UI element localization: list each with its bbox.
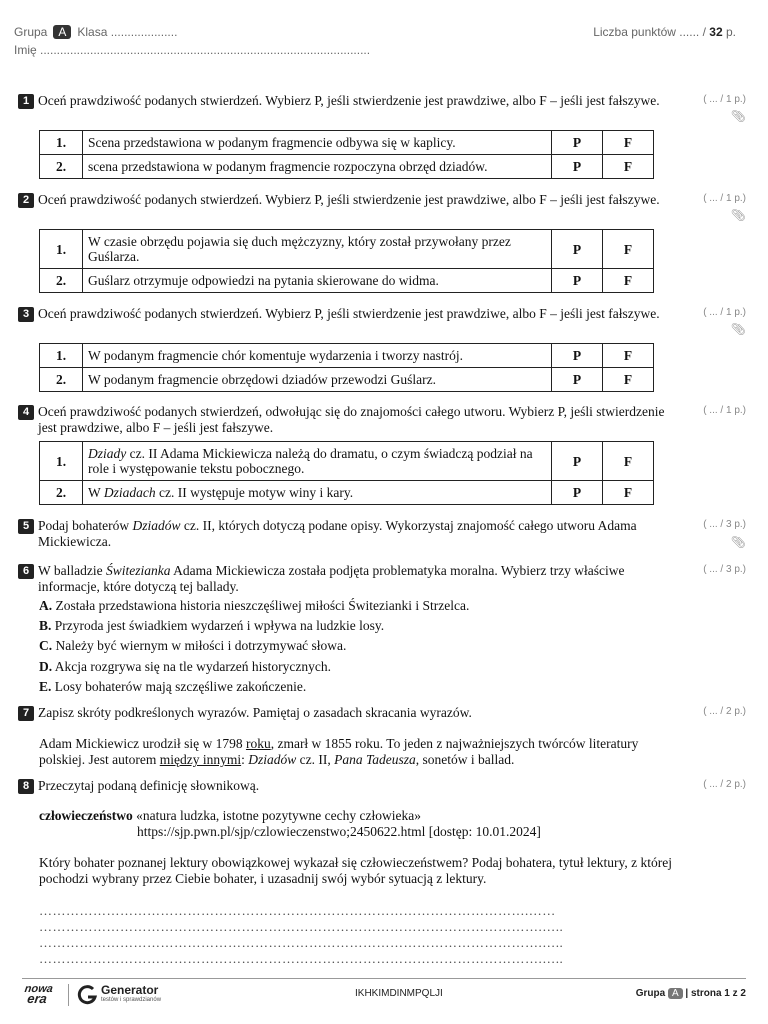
grupa-badge: A — [53, 25, 71, 39]
question-3 — [18, 306, 678, 322]
brand-line-2: era — [26, 991, 48, 1006]
row-number: 2. — [40, 481, 83, 505]
paperclip-icon[interactable]: 📎︎ — [730, 208, 746, 222]
option-letter: A. — [39, 598, 53, 613]
question-1 — [18, 93, 678, 109]
question-7 — [18, 705, 678, 721]
paperclip-icon[interactable]: 📎︎ — [730, 109, 746, 123]
option-text: Została przedstawiona historia nieszczęśliwej miłości Świtezianki i Strzelca. — [55, 598, 470, 613]
option-f[interactable]: F — [603, 481, 654, 505]
page-indicator — [636, 988, 746, 999]
brand-line-1: nowa — [23, 983, 54, 995]
option-letter: B. — [39, 618, 52, 633]
table-row — [40, 368, 654, 392]
option-f[interactable]: F — [603, 368, 654, 392]
question-text: Przeczytaj podaną definicję słownikową. — [38, 778, 260, 793]
option-d[interactable] — [39, 659, 331, 675]
header-grupa — [14, 25, 177, 39]
statement-pre: W — [88, 485, 104, 500]
answer-line[interactable]: ……………………………………………………………………………………………….…… — [39, 903, 556, 918]
table-row — [40, 269, 654, 293]
option-f[interactable]: F — [603, 344, 654, 368]
option-p[interactable]: P — [552, 368, 603, 392]
option-p[interactable]: P — [552, 344, 603, 368]
row-number: 1. — [40, 344, 83, 368]
points-q5: ( ... / 3 p.) — [703, 519, 746, 530]
definition-term: człowieczeństwo — [39, 808, 133, 823]
imie-field[interactable]: Imię ................................................................................................... — [14, 43, 371, 57]
question-text: Oceń prawdziwość podanych stwierdzeń. Wybierz P, jeśli stwierdzenie jest prawdziwe, albo F – jeśli jest fałszywe. — [38, 192, 660, 207]
option-f[interactable]: F — [603, 442, 654, 481]
option-e[interactable] — [39, 679, 306, 695]
points-q3: ( ... / 1 p.) — [703, 307, 746, 318]
option-p[interactable]: P — [552, 269, 603, 293]
question-number: 5 — [18, 519, 34, 534]
option-p[interactable]: P — [552, 481, 603, 505]
title-italic: Dziadów — [132, 518, 181, 533]
points-q1: ( ... / 1 p.) — [703, 94, 746, 105]
question-number: 7 — [18, 706, 34, 721]
row-statement — [83, 442, 552, 481]
text-rest: cz. II, których dotyczą podane opisy. Wykorzystaj znajomość całego utworu Adama Mickiewicza. — [38, 518, 637, 549]
underlined-word: między innymi — [159, 752, 242, 767]
row-statement — [83, 481, 552, 505]
passage-part: cz. II, — [296, 752, 335, 767]
table-row — [40, 131, 654, 155]
total-points — [593, 25, 736, 39]
row-statement: W podanym fragmencie chór komentuje wydarzenia i tworzy nastrój. — [83, 344, 552, 368]
points-q6: ( ... / 3 p.) — [703, 564, 746, 575]
statement-rest: cz. II występuje motyw winy i kary. — [155, 485, 354, 500]
footer-grupa-label: Grupa — [635, 988, 666, 999]
option-c[interactable] — [39, 638, 346, 654]
option-f[interactable]: F — [603, 155, 654, 179]
table-row — [40, 230, 654, 269]
question-number: 8 — [18, 779, 34, 794]
table-row — [40, 481, 654, 505]
question-8 — [18, 778, 678, 794]
option-f[interactable]: F — [603, 230, 654, 269]
row-statement: W podanym fragmencie obrzędowi dziadów przewodzi Guślarz. — [83, 368, 552, 392]
table-row — [40, 155, 654, 179]
tf-table-q4 — [39, 441, 654, 505]
definition-text: «natura ludzka, istotne pozytywne cechy człowieka» — [132, 808, 421, 823]
row-number: 2. — [40, 269, 83, 293]
generator-icon — [76, 984, 98, 1006]
paperclip-icon[interactable]: 📎︎ — [730, 322, 746, 336]
question-number: 1 — [18, 94, 34, 109]
row-number: 2. — [40, 368, 83, 392]
question-text: Oceń prawdziwość podanych stwierdzeń. Wybierz P, jeśli stwierdzenie jest prawdziwe, albo F – jeśli jest fałszywe. — [38, 93, 660, 108]
answer-line[interactable]: ………………………………………………………………………………………………….….. — [39, 951, 564, 966]
question-2 — [18, 192, 678, 208]
question-text: Oceń prawdziwość podanych stwierdzeń. Wybierz P, jeśli stwierdzenie jest prawdziwe, albo F – jeśli jest fałszywe. — [38, 306, 660, 321]
points-q8: ( ... / 2 p.) — [703, 779, 746, 790]
option-p[interactable]: P — [552, 442, 603, 481]
answer-line[interactable]: ………………………………………………………………………………………………….….. — [39, 935, 564, 950]
passage-part: Adam Mickiewicz urodził się w 1798 — [39, 736, 246, 751]
points-q4: ( ... / 1 p.) — [703, 405, 746, 416]
title-italic: Świtezianka — [105, 563, 171, 578]
klasa-label: Klasa .................... — [77, 25, 178, 39]
row-statement: Guślarz otrzymuje odpowiedzi na pytania skierowane do widma. — [83, 269, 552, 293]
option-p[interactable]: P — [552, 131, 603, 155]
row-statement: scena przedstawiona w podanym fragmencie rozpoczyna obrzęd dziadów. — [83, 155, 552, 179]
question-6 — [18, 563, 678, 594]
tf-table-q1 — [39, 130, 654, 179]
definition-source: https://sjp.pwn.pl/sjp/czlowieczenstwo;2450622.html [dostęp: 10.01.2024] — [137, 824, 541, 839]
option-f[interactable]: F — [603, 131, 654, 155]
table-row — [40, 344, 654, 368]
q7-passage — [39, 736, 679, 768]
option-f[interactable]: F — [603, 269, 654, 293]
row-number: 1. — [40, 230, 83, 269]
option-letter: D. — [39, 659, 53, 674]
points-label: Liczba punktów ...... / — [593, 25, 706, 39]
question-number: 2 — [18, 193, 34, 208]
question-text — [38, 563, 678, 594]
passage-part: , sonetów i ballad. — [415, 752, 515, 767]
tf-table-q2 — [39, 229, 654, 293]
underlined-word: roku — [245, 736, 271, 751]
footer-divider — [22, 978, 746, 979]
row-statement: W czasie obrzędu pojawia się duch mężczyzny, który został przywołany przez Guślarza. — [83, 230, 552, 269]
title-italic: Dziadów — [248, 752, 297, 767]
question-number: 3 — [18, 307, 34, 322]
footer-grupa-badge: A — [668, 988, 683, 999]
option-p[interactable]: P — [552, 155, 603, 179]
question-text: Zapisz skróty podkreślonych wyrazów. Pamiętaj o zasadach skracania wyrazów. — [38, 705, 472, 720]
question-4 — [18, 404, 678, 435]
definition — [39, 808, 679, 824]
option-letter: C. — [39, 638, 53, 653]
title-italic: Dziady — [88, 446, 127, 461]
option-text: Akcja rozgrywa się na tle wydarzeń historycznych. — [54, 659, 332, 674]
text-rest: Adama Mickiewicza została podjęta problematyka moralna. Wybierz trzy właściwe informacje, które dotyczą tej ballady. — [38, 563, 625, 594]
row-number: 1. — [40, 131, 83, 155]
statement-rest: cz. II Adama Mickiewicza należą do dramatu, o czym świadczą podział na role i występowanie tekstu pobocznego. — [88, 446, 533, 476]
text-pre: Podaj bohaterów — [38, 518, 133, 533]
page-number: | strona 1 z 2 — [685, 988, 746, 999]
q8-task: Który bohater poznanej lektury obowiązkowej wykazał się człowieczeństwem? Podaj bohatera, tytuł lektury, z której pochodzi wybrany przez Ciebie bohater, i uzasadnij swój wybór sytuacją z lektury. — [39, 855, 673, 886]
paperclip-icon[interactable]: 📎︎ — [730, 535, 746, 549]
points-unit: p. — [725, 25, 736, 39]
tf-table-q3 — [39, 343, 654, 392]
grupa-label: Grupa — [14, 25, 48, 39]
title-italic: Pana Tadeusza — [334, 752, 416, 767]
row-statement: Scena przedstawiona w podanym fragmencie odbywa się w kaplicy. — [83, 131, 552, 155]
row-number: 1. — [40, 442, 83, 481]
option-text: Należy być wiernym w miłości i dotrzymywać słowa. — [55, 638, 347, 653]
passage-part: : — [241, 752, 249, 767]
question-number: 6 — [18, 564, 34, 579]
option-text: Losy bohaterów mają szczęśliwe zakończenie. — [54, 679, 307, 694]
question-number: 4 — [18, 405, 34, 420]
passage-part: , zmarł w 1855 roku. To jeden z najważniejszych twórców literatury polskiej. Jest autorem — [39, 736, 639, 767]
points-q7: ( ... / 2 p.) — [703, 706, 746, 717]
points-q2: ( ... / 1 p.) — [703, 193, 746, 204]
generator-title: Generator — [101, 983, 159, 997]
option-b[interactable] — [39, 618, 384, 634]
row-number: 2. — [40, 155, 83, 179]
answer-line[interactable]: ………………………………………………………………………………………………….….. — [39, 919, 564, 934]
option-letter: E. — [39, 679, 52, 694]
option-a[interactable] — [39, 598, 469, 614]
points-total: 32 — [709, 25, 723, 39]
question-5 — [18, 518, 678, 549]
question-text — [38, 518, 678, 549]
question-text: Oceń prawdziwość podanych stwierdzeń, odwołując się do znajomości całego utworu. Wybierz P, jeśli stwierdzenie jest prawdziwe, albo F – jeśli jest fałszywe. — [38, 404, 665, 435]
text-pre: W balladzie — [38, 563, 106, 578]
table-row — [40, 442, 654, 481]
option-p[interactable]: P — [552, 230, 603, 269]
logo-divider — [68, 984, 69, 1006]
generator-subtitle: testów i sprawdzianów — [101, 997, 162, 1003]
test-code: IKHKIMDINMPQLJI — [355, 988, 443, 999]
option-text: Przyroda jest świadkiem wydarzeń i wpływa na ludzkie losy. — [54, 618, 385, 633]
title-italic: Dziadach — [103, 485, 156, 500]
